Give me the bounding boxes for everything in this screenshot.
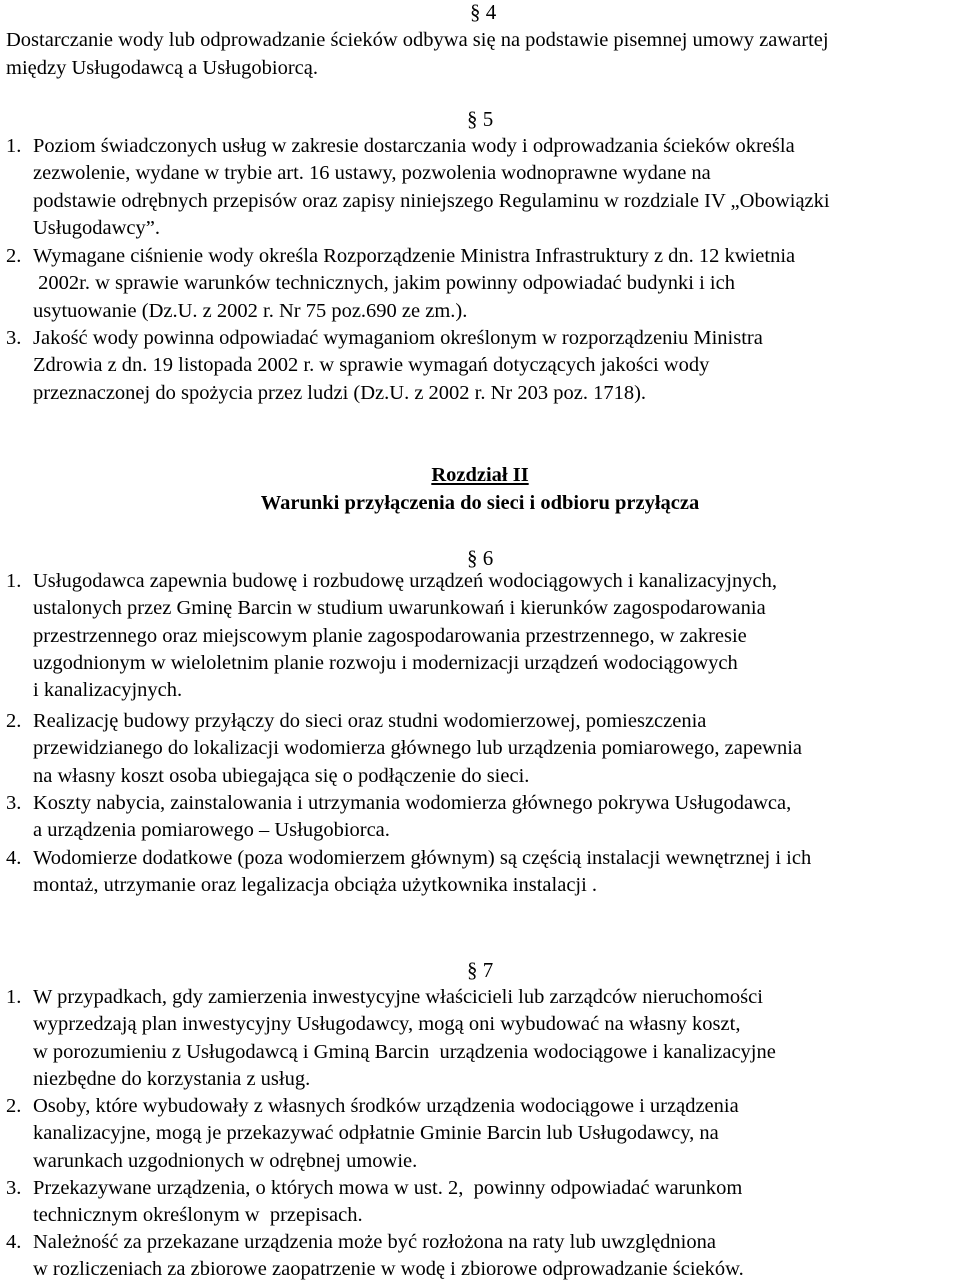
item-line: a urządzenia pomiarowego – Usługobiorca.	[33, 819, 390, 842]
section-mark-5: § 5	[467, 107, 494, 131]
item-text	[33, 133, 830, 242]
item-line: W przypadkach, gdy zamierzenia inwestycyjne właścicieli lub zarządców nieruchomości	[33, 986, 763, 1008]
item-text	[33, 1093, 739, 1175]
section-mark-6: § 6	[467, 546, 494, 570]
item-line: Przekazywane urządzenia, o których mowa w ust. 2, powinny odpowiadać warunkom	[33, 1177, 743, 1199]
item-text	[33, 790, 791, 845]
item-line: uzgodnionym w wieloletnim planie rozwoju i modernizacji urządzeń wodociągowych	[33, 651, 738, 674]
item-line: na własny koszt osoba ubiegająca się o podłączenie do sieci.	[33, 764, 530, 787]
item-line: Koszty nabycia, zainstalowania i utrzymania wodomierza głównego pokrywa Usługodawca,	[33, 792, 792, 814]
item-line: kanalizacyjne, mogą je przekazywać odpłatnie Gminie Barcin lub Usługodawcy, na	[33, 1122, 719, 1145]
item-line: w rozliczeniach za zbiorowe zaopatrzenie w wodę i zbiorowe odprowadzanie ścieków.	[33, 1258, 744, 1281]
item-number: 3.	[6, 1177, 22, 1199]
item-line: ustalonych przez Gminę Barcin w studium uwarunkowań i kierunków zagospodarowania	[33, 597, 766, 620]
item-line: podstawie odrębnych przepisów oraz zapisy niniejszego Regulaminu w rozdziale IV „Obowiązki	[33, 189, 830, 212]
item-text	[33, 984, 776, 1093]
item-text	[33, 568, 777, 704]
chapter-title-text: Rozdział II	[431, 464, 529, 486]
item-line: w porozumieniu z Usługodawcą i Gminą Barcin urządzenia wodociągowe i kanalizacyjne	[33, 1040, 776, 1063]
item-number: 2.	[6, 1095, 22, 1117]
section-mark-4: § 4	[470, 0, 497, 24]
paragraph-line: między Usługodawcą a Usługobiorcą.	[6, 57, 318, 79]
item-line: usytuowanie (Dz.U. z 2002 r. Nr 75 poz.690 ze zm.).	[33, 299, 468, 322]
item-text	[33, 708, 802, 790]
item-number: 3.	[6, 327, 22, 349]
item-line: Należność za przekazane urządzenia może być rozłożona na raty lub uwzględniona	[33, 1231, 716, 1253]
item-number: 1.	[6, 986, 22, 1008]
item-number: 3.	[6, 792, 22, 814]
item-number: 1.	[6, 135, 22, 157]
item-line: przeznaczonej do spożycia przez ludzi (Dz.U. z 2002 r. Nr 203 poz. 1718).	[33, 381, 647, 404]
item-line: Wymagane ciśnienie wody określa Rozporządzenie Ministra Infrastruktury z dn. 12 kwietnia	[33, 245, 796, 267]
item-line: zezwolenie, wydane w trybie art. 16 ustawy, pozwolenia wodnoprawne wydane na	[33, 162, 711, 185]
item-number: 1.	[6, 570, 22, 592]
item-line: Wodomierze dodatkowe (poza wodomierzem głównym) są częścią instalacji wewnętrznej i ich	[33, 847, 812, 869]
item-line: warunkach uzgodnionych w odrębnej umowie.	[33, 1149, 418, 1172]
item-text	[33, 325, 763, 407]
item-text	[33, 845, 811, 900]
item-number: 4.	[6, 847, 22, 869]
item-number: 2.	[6, 710, 22, 732]
item-line: niezbędne do korzystania z usług.	[33, 1067, 311, 1090]
item-line: Usługodawcy”.	[33, 216, 160, 239]
item-line: wyprzedzają plan inwestycyjny Usługodawcy, mogą oni wybudować na własny koszt,	[33, 1013, 741, 1036]
item-line: przestrzennego oraz miejscowym planie zagospodarowania przestrzennego, w zakresie	[33, 624, 747, 647]
item-line: Zdrowia z dn. 19 listopada 2002 r. w sprawie wymagań dotyczących jakości wody	[33, 354, 710, 377]
item-line: przewidzianego do lokalizacji wodomierza głównego lub urządzenia pomiarowego, zapewnia	[33, 737, 803, 760]
item-text	[33, 1229, 744, 1284]
item-number: 2.	[6, 245, 22, 267]
item-line: Osoby, które wybudowały z własnych środków urządzenia wodociągowe i urządzenia	[33, 1095, 739, 1117]
chapter-title	[0, 460, 960, 490]
item-line: i kanalizacyjnych.	[33, 679, 183, 702]
section-mark-7: § 7	[467, 958, 494, 982]
item-line: technicznym określonym w przepisach.	[33, 1204, 363, 1227]
item-text	[33, 1175, 742, 1230]
item-line: Poziom świadczonych usług w zakresie dostarczania wody i odprowadzania ścieków określa	[33, 135, 795, 157]
chapter-subtitle: Warunki przyłączenia do sieci i odbioru przyłącza	[260, 492, 700, 514]
item-line: Realizację budowy przyłączy do sieci oraz studni wodomierzowej, pomieszczenia	[33, 710, 707, 732]
item-line: montaż, utrzymanie oraz legalizacja obciąża użytkownika instalacji .	[33, 874, 598, 897]
item-number: 4.	[6, 1231, 22, 1253]
item-line: Usługodawca zapewnia budowę i rozbudowę urządzeń wodociągowych i kanalizacyjnych,	[33, 570, 777, 592]
item-text	[33, 243, 795, 325]
paragraph-line: Dostarczanie wody lub odprowadzanie ścieków odbywa się na podstawie pisemnej umowy zawartej	[6, 29, 829, 51]
item-line: Jakość wody powinna odpowiadać wymaganiom określonym w rozporządzeniu Ministra	[33, 327, 763, 349]
item-line: 2002r. w sprawie warunków technicznych, jakim powinny odpowiadać budynki i ich	[33, 272, 735, 295]
